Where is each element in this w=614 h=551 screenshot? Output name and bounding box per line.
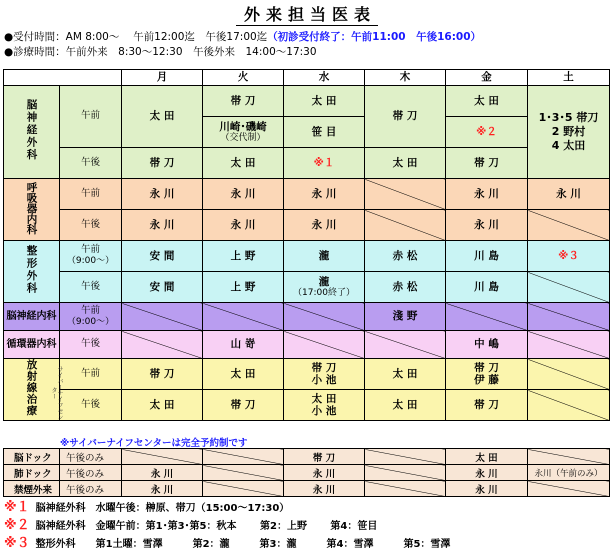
cyberknife-center-label: サイバーナイフセンター — [50, 365, 63, 420]
cell-doctor: 帯 刀 — [284, 449, 365, 465]
footnote-mark: ※１ — [284, 148, 365, 179]
dock-time: 午後のみ — [60, 449, 122, 465]
cell-doctor: 永 川 — [122, 179, 203, 210]
cell-doctor: 帯 刀 — [446, 148, 528, 179]
time-am: 午前 （9:00～） — [60, 303, 122, 331]
cell-doctor: 安 間 — [122, 241, 203, 272]
cell-empty — [528, 359, 610, 390]
cell-doctor: 太 田 — [365, 148, 446, 179]
cell-empty — [365, 179, 446, 210]
day-header: 木 — [365, 70, 446, 86]
time-pm: 午後 — [60, 148, 122, 179]
cyberknife-note: ※サイバーナイフセンターは完全予約制です — [60, 438, 248, 449]
cell-doctor: 帯 刀 伊 藤 — [446, 359, 528, 390]
cell-empty — [528, 272, 610, 303]
cell-doctor: 太 田 — [365, 390, 446, 421]
cell-doctor: 永 川 — [284, 210, 365, 241]
dock-table — [3, 448, 610, 497]
cell-empty — [203, 449, 284, 465]
cell-doctor: 永 川 — [446, 210, 528, 241]
cell-doctor: 赤 松 — [365, 272, 446, 303]
cell-empty — [122, 331, 203, 359]
cell-doctor: 永 川 — [446, 465, 528, 481]
cell-doctor: 太 田 — [122, 86, 203, 148]
dock-row — [4, 481, 610, 497]
dept-cardiology: 循環器内科 — [4, 331, 60, 359]
cell-doctor: 永 川 — [203, 179, 284, 210]
dock-label: 脳ドック — [4, 449, 60, 465]
cell-doctor: 永 川 — [528, 179, 610, 210]
dept-orthopedics: 整形外科 — [4, 241, 60, 303]
day-header: 金 — [446, 70, 528, 86]
consultation-hours: ●診療時間：午前外来 8:30～12:30 午後外来 14:00～17:30 — [4, 46, 317, 58]
dock-label: 肺ドック — [4, 465, 60, 481]
cell-doctor: 中 嶋 — [446, 331, 528, 359]
cell-doctor: 太 田 — [122, 390, 203, 421]
cell-doctor: 川 島 — [446, 272, 528, 303]
cell-doctor: 太 田 — [446, 86, 528, 117]
cell-doctor: 太 田 — [446, 449, 528, 465]
time-am: 午前 — [60, 179, 122, 210]
cell-doctor: 永 川 — [284, 481, 365, 497]
cell-doctor: 帯 刀 — [122, 148, 203, 179]
cell-doctor: 太 田 — [365, 359, 446, 390]
cell-doctor: 瀧 — [284, 241, 365, 272]
cell-empty — [284, 303, 365, 331]
cell-doctor: 川 島 — [446, 241, 528, 272]
cell-empty — [528, 331, 610, 359]
header-blank — [4, 70, 122, 86]
cell-doctor: 永 川 — [284, 465, 365, 481]
day-header: 水 — [284, 70, 365, 86]
cell-doctor: 帯 刀 — [122, 359, 203, 390]
cell-empty — [203, 481, 284, 497]
footnote-mark: ※２ — [446, 117, 528, 148]
dock-time: 午後のみ — [60, 481, 122, 497]
cell-doctor: 帯 刀 小 池 — [284, 359, 365, 390]
cell-empty — [284, 331, 365, 359]
cell-doctor: 永 川 — [203, 210, 284, 241]
day-header: 火 — [203, 70, 284, 86]
time-pm: 午後 — [60, 272, 122, 303]
dock-time: 午後のみ — [60, 465, 122, 481]
cell-doctor: 永 川 — [122, 465, 203, 481]
cell-empty — [528, 303, 610, 331]
cell-doctor: 川崎･磯崎 （交代制） — [203, 117, 284, 148]
cell-doctor-saturday: 1･3･5 帯刀 2 野村 4 太田 — [528, 86, 610, 179]
cell-doctor: 赤 松 — [365, 241, 446, 272]
cell-doctor: 帯 刀 — [365, 86, 446, 148]
footnote-mark: ※３ — [528, 241, 610, 272]
first-visit-note: （初診受付終了：午前11:00 午後16:00） — [267, 31, 482, 43]
cell-doctor: 太 田 — [203, 148, 284, 179]
cell-doctor: 永 川 — [284, 179, 365, 210]
day-header: 月 — [122, 70, 203, 86]
cell-empty — [528, 390, 610, 421]
cell-doctor: 帯 刀 — [446, 390, 528, 421]
time-am: 午前 — [60, 359, 122, 390]
footnote-3: ※３ 整形外科 第1土曜：雪澤 第2：瀧 第3：瀧 第4：雪澤 第5：雪澤 — [4, 536, 451, 551]
cell-doctor: 笹 目 — [284, 117, 365, 148]
cell-doctor: 瀧 （17:00終了） — [284, 272, 365, 303]
dock-row — [4, 465, 610, 481]
cell-empty — [203, 465, 284, 481]
cell-empty — [203, 303, 284, 331]
cell-empty — [365, 210, 446, 241]
cell-empty — [528, 210, 610, 241]
time-pm: 午後 — [60, 390, 122, 421]
reception-hours: ●受付時間：AM 8:00～ 午前12:00迄 午後17:00迄（初診受付終了：午前11:00 午後16:00） — [4, 31, 482, 43]
dock-label: 禁煙外来 — [4, 481, 60, 497]
cell-doctor: 上 野 — [203, 241, 284, 272]
cell-empty — [528, 481, 610, 497]
cell-doctor: 永 川 — [446, 481, 528, 497]
cell-doctor: 上 野 — [203, 272, 284, 303]
time-pm: 午後 — [60, 331, 122, 359]
dept-respiratory: 呼吸器内科 — [4, 179, 60, 241]
time-pm: 午後 — [60, 210, 122, 241]
day-header: 土 — [528, 70, 610, 86]
dept-neurology: 脳神経内科 — [4, 303, 60, 331]
page-title: 外来担当医表 — [0, 2, 614, 25]
cell-doctor: 安 間 — [122, 272, 203, 303]
cell-empty — [365, 465, 446, 481]
cell-empty — [365, 481, 446, 497]
cell-doctor: 帯 刀 — [203, 86, 284, 117]
cell-doctor: 太 田 小 池 — [284, 390, 365, 421]
cell-doctor: 永川（午前のみ） — [528, 465, 610, 481]
dept-neurosurgery: 脳神経外科 — [4, 86, 60, 179]
cell-doctor: 山 嵜 — [203, 331, 284, 359]
footnote-1: ※１ 脳神経外科 水曜午後：榊原、帯刀（15:00～17:30） — [4, 500, 290, 515]
cell-empty — [446, 303, 528, 331]
footnote-2: ※２ 脳神経外科 金曜午前：第1･第3･第5：秋本 第2：上野 第4：笹目 — [4, 518, 378, 533]
cell-empty — [122, 303, 203, 331]
cell-doctor: 太 田 — [284, 86, 365, 117]
cell-empty — [365, 331, 446, 359]
cell-doctor: 永 川 — [122, 481, 203, 497]
outpatient-schedule-table — [3, 69, 610, 421]
cell-doctor: 淺 野 — [365, 303, 446, 331]
cell-doctor: 永 川 — [122, 210, 203, 241]
cell-empty — [528, 449, 610, 465]
time-am: 午前 （9:00～） — [60, 241, 122, 272]
cell-empty — [365, 449, 446, 465]
cell-doctor: 帯 刀 — [203, 390, 284, 421]
cell-doctor: 太 田 — [203, 359, 284, 390]
dept-radiation-therapy: 放射線治療 サイバーナイフセンター — [4, 359, 60, 421]
dock-row — [4, 449, 610, 465]
cell-empty — [122, 449, 203, 465]
time-am: 午前 — [60, 86, 122, 148]
cell-doctor: 永 川 — [446, 179, 528, 210]
